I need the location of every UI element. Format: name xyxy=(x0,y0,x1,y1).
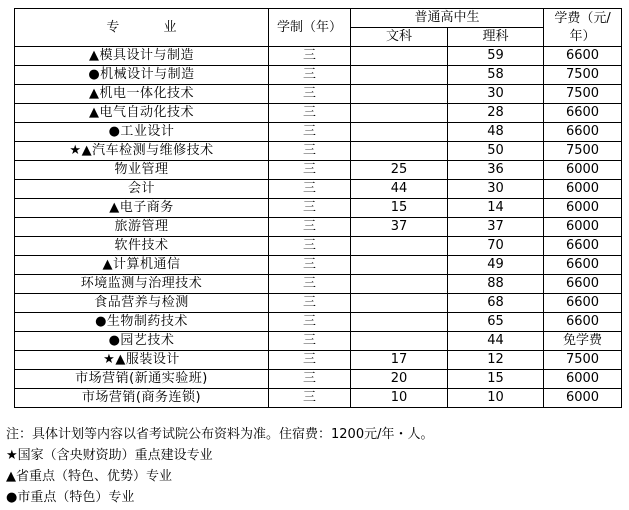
science-cell: 59 xyxy=(448,47,544,66)
fee-cell: 6600 xyxy=(544,237,622,256)
major-cell: 会计 xyxy=(15,180,269,199)
header-fee-line1: 学费（元/ xyxy=(554,10,611,26)
table-row xyxy=(15,123,622,142)
header-school-group: 普通高中生 xyxy=(351,9,544,28)
major-cell: ▲计算机通信 xyxy=(15,256,269,275)
science-cell: 10 xyxy=(448,389,544,408)
legend-star: ★国家（含央财资助）重点建设专业 xyxy=(6,448,213,463)
major-cell: 市场营销(新通实验班) xyxy=(15,370,269,389)
duration-cell: 三 xyxy=(269,218,351,237)
table-row xyxy=(15,370,622,389)
major-cell: 旅游管理 xyxy=(15,218,269,237)
arts-cell xyxy=(351,294,448,313)
fee-cell: 7500 xyxy=(544,85,622,104)
duration-cell: 三 xyxy=(269,370,351,389)
header-major: 专 业 xyxy=(15,9,269,47)
fee-cell: 6000 xyxy=(544,370,622,389)
arts-cell xyxy=(351,275,448,294)
science-cell: 12 xyxy=(448,351,544,370)
major-cell: ●生物制药技术 xyxy=(15,313,269,332)
duration-cell: 三 xyxy=(269,389,351,408)
science-cell: 65 xyxy=(448,313,544,332)
table-row xyxy=(15,85,622,104)
arts-cell xyxy=(351,332,448,351)
enrollment-plan-table xyxy=(14,8,622,408)
science-cell: 30 xyxy=(448,180,544,199)
science-cell: 68 xyxy=(448,294,544,313)
fee-cell: 6000 xyxy=(544,180,622,199)
duration-cell: 三 xyxy=(269,275,351,294)
major-cell: 市场营销(商务连锁) xyxy=(15,389,269,408)
duration-cell: 三 xyxy=(269,199,351,218)
legend-circle: ●市重点（特色）专业 xyxy=(6,490,135,505)
duration-cell: 三 xyxy=(269,351,351,370)
arts-cell: 15 xyxy=(351,199,448,218)
arts-cell xyxy=(351,47,448,66)
fee-cell: 免学费 xyxy=(544,332,622,351)
arts-cell xyxy=(351,313,448,332)
table-row xyxy=(15,47,622,66)
duration-cell: 三 xyxy=(269,237,351,256)
major-cell: ★▲服装设计 xyxy=(15,351,269,370)
fee-cell: 7500 xyxy=(544,66,622,85)
major-cell: 食品营养与检测 xyxy=(15,294,269,313)
arts-cell: 44 xyxy=(351,180,448,199)
duration-cell: 三 xyxy=(269,104,351,123)
table-row xyxy=(15,66,622,85)
duration-cell: 三 xyxy=(269,180,351,199)
table-row xyxy=(15,256,622,275)
science-cell: 30 xyxy=(448,85,544,104)
major-cell: ▲模具设计与制造 xyxy=(15,47,269,66)
science-cell: 44 xyxy=(448,332,544,351)
fee-cell: 6600 xyxy=(544,123,622,142)
fee-cell: 7500 xyxy=(544,351,622,370)
arts-cell xyxy=(351,104,448,123)
fee-cell: 7500 xyxy=(544,142,622,161)
arts-cell: 20 xyxy=(351,370,448,389)
major-cell: 环境监测与治理技术 xyxy=(15,275,269,294)
duration-cell: 三 xyxy=(269,313,351,332)
fee-cell: 6000 xyxy=(544,389,622,408)
science-cell: 70 xyxy=(448,237,544,256)
major-cell: ★▲汽车检测与维修技术 xyxy=(15,142,269,161)
duration-cell: 三 xyxy=(269,142,351,161)
table-row xyxy=(15,104,622,123)
duration-cell: 三 xyxy=(269,123,351,142)
table-row xyxy=(15,142,622,161)
fee-cell: 6000 xyxy=(544,218,622,237)
legend-triangle: ▲省重点（特色、优势）专业 xyxy=(6,469,172,484)
arts-cell xyxy=(351,123,448,142)
duration-cell: 三 xyxy=(269,332,351,351)
fee-cell: 6600 xyxy=(544,294,622,313)
header-fee-line2: 年） xyxy=(569,28,596,44)
table-row xyxy=(15,389,622,408)
science-cell: 88 xyxy=(448,275,544,294)
science-cell: 15 xyxy=(448,370,544,389)
major-cell: 物业管理 xyxy=(15,161,269,180)
major-cell: ●工业设计 xyxy=(15,123,269,142)
major-cell: 软件技术 xyxy=(15,237,269,256)
table-row xyxy=(15,161,622,180)
table-row xyxy=(15,313,622,332)
fee-cell: 6600 xyxy=(544,47,622,66)
table-row xyxy=(15,218,622,237)
table-row xyxy=(15,332,622,351)
table-row xyxy=(15,275,622,294)
fee-cell: 6000 xyxy=(544,199,622,218)
arts-cell: 10 xyxy=(351,389,448,408)
arts-cell: 25 xyxy=(351,161,448,180)
science-cell: 50 xyxy=(448,142,544,161)
science-cell: 49 xyxy=(448,256,544,275)
table-header xyxy=(15,9,622,47)
header-duration: 学制（年） xyxy=(269,9,351,47)
arts-cell xyxy=(351,142,448,161)
science-cell: 28 xyxy=(448,104,544,123)
arts-cell xyxy=(351,256,448,275)
header-arts: 文科 xyxy=(351,28,448,47)
science-cell: 36 xyxy=(448,161,544,180)
major-cell: ▲机电一体化技术 xyxy=(15,85,269,104)
duration-cell: 三 xyxy=(269,256,351,275)
duration-cell: 三 xyxy=(269,47,351,66)
table-row xyxy=(15,294,622,313)
fee-cell: 6600 xyxy=(544,256,622,275)
duration-cell: 三 xyxy=(269,66,351,85)
arts-cell xyxy=(351,66,448,85)
major-cell: ●园艺技术 xyxy=(15,332,269,351)
notes-section xyxy=(6,424,433,508)
arts-cell: 17 xyxy=(351,351,448,370)
header-fee xyxy=(544,9,622,47)
science-cell: 58 xyxy=(448,66,544,85)
major-cell: ●机械设计与制造 xyxy=(15,66,269,85)
fee-cell: 6600 xyxy=(544,104,622,123)
table-row xyxy=(15,237,622,256)
science-cell: 48 xyxy=(448,123,544,142)
fee-cell: 6600 xyxy=(544,275,622,294)
arts-cell xyxy=(351,85,448,104)
fee-cell: 6000 xyxy=(544,161,622,180)
table-row xyxy=(15,351,622,370)
note-text: 注：具体计划等内容以省考试院公布资料为准。住宿费：1200元/年・人。 xyxy=(6,427,434,442)
major-cell: ▲电子商务 xyxy=(15,199,269,218)
science-cell: 14 xyxy=(448,199,544,218)
fee-cell: 6600 xyxy=(544,313,622,332)
table-row xyxy=(15,180,622,199)
science-cell: 37 xyxy=(448,218,544,237)
duration-cell: 三 xyxy=(269,85,351,104)
arts-cell xyxy=(351,237,448,256)
duration-cell: 三 xyxy=(269,161,351,180)
table-body xyxy=(15,47,622,408)
arts-cell: 37 xyxy=(351,218,448,237)
table-row xyxy=(15,199,622,218)
major-cell: ▲电气自动化技术 xyxy=(15,104,269,123)
header-science: 理科 xyxy=(448,28,544,47)
duration-cell: 三 xyxy=(269,294,351,313)
